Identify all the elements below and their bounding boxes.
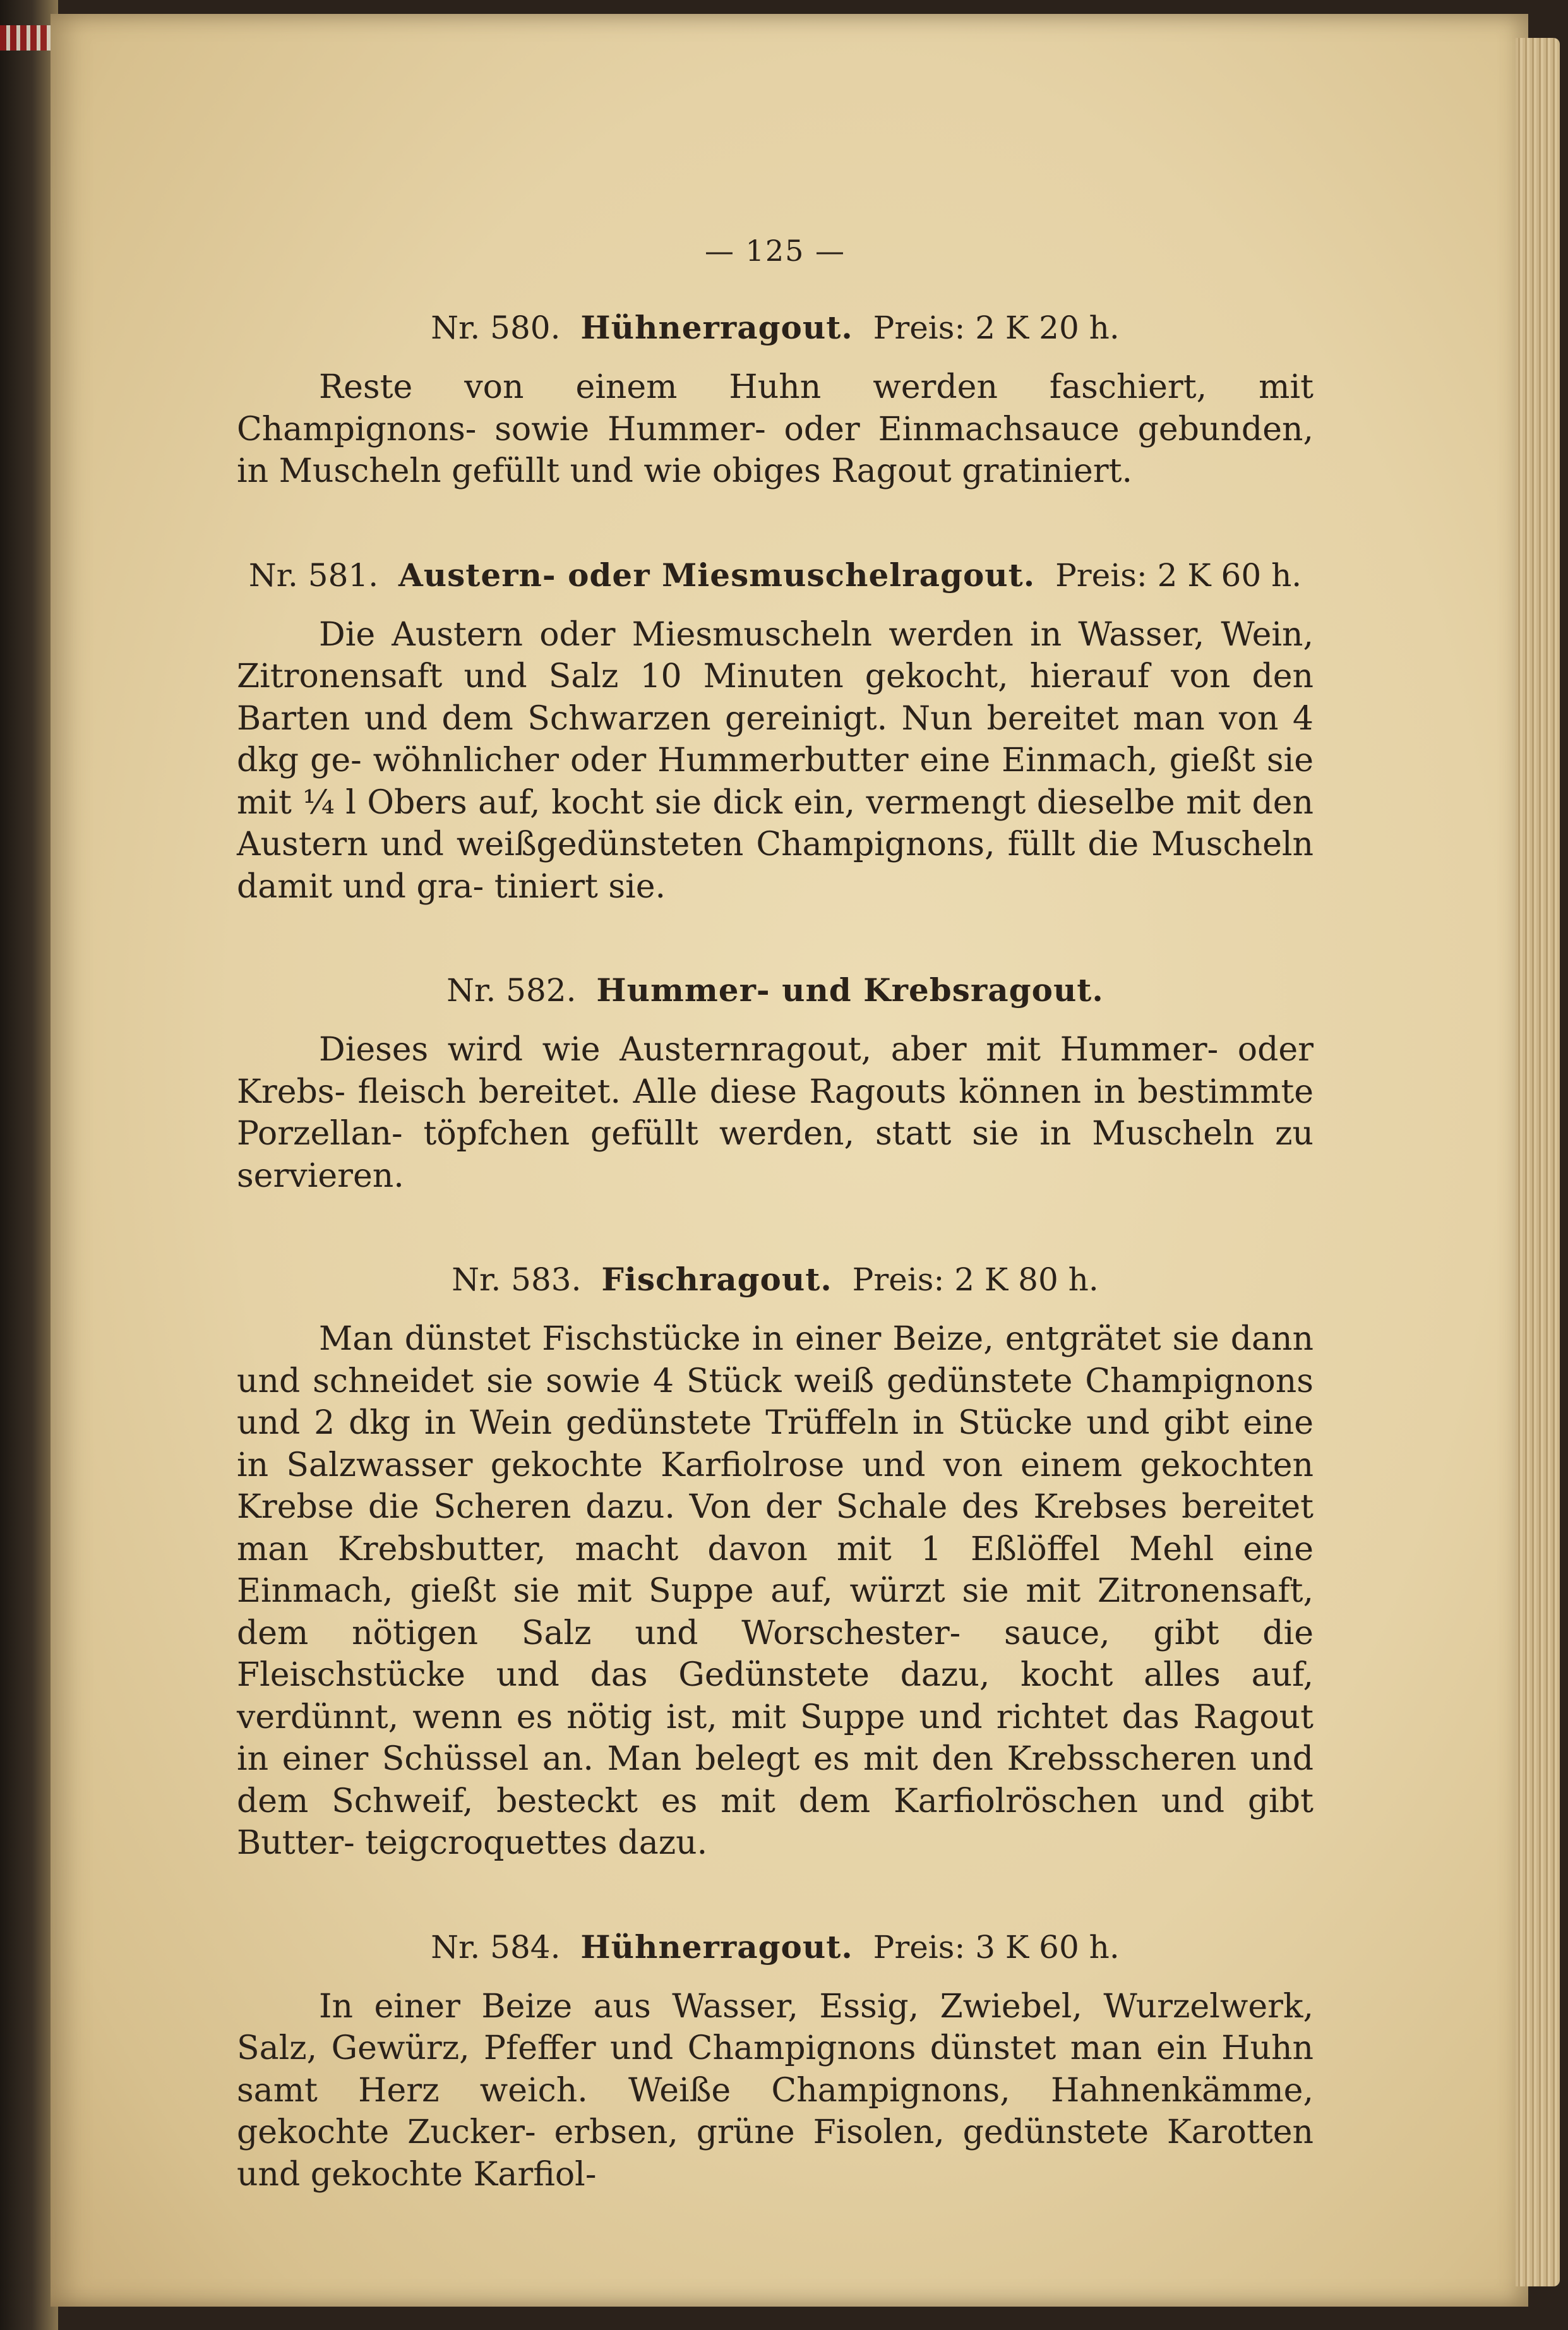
recipe-number: Nr. 581.: [248, 556, 379, 594]
recipe-text: Dieses wird wie Austernragout, aber mit Hummer- oder Krebs- fleisch bereitet. Alle diese Ragouts können in bestimmte Porzellan- töpfchen gefüllt werden, statt sie in Muscheln zu servieren.: [237, 1031, 1314, 1195]
page-edge-stack: [1516, 38, 1560, 2286]
recipe-heading: [237, 1925, 1314, 1969]
recipe-heading: [237, 306, 1314, 350]
recipe-title: Fischragout.: [601, 1261, 832, 1298]
recipe-heading: [237, 968, 1314, 1012]
recipe-title: Hühnerragout.: [580, 1928, 853, 1966]
page-number: — 125 —: [704, 234, 846, 268]
recipe-heading: [237, 553, 1314, 598]
recipe-price: Preis: 3 K 60 h.: [873, 1928, 1120, 1966]
recipe-heading: [237, 1258, 1314, 1302]
recipe-entry-580: [237, 306, 1314, 493]
page-text-block: [237, 215, 1314, 2256]
recipe-entry-581: [237, 553, 1314, 908]
recipe-number: Nr. 580.: [431, 309, 561, 346]
recipe-number: Nr. 583.: [452, 1261, 582, 1298]
recipe-title: Austern- oder Miesmuschelragout.: [398, 556, 1036, 594]
recipe-entry-583: [237, 1258, 1314, 1865]
scan-background: [0, 0, 58, 2330]
recipe-price: Preis: 2 K 80 h.: [852, 1261, 1099, 1298]
recipe-entry-582: [237, 968, 1314, 1197]
recipe-text: Man dünstet Fischstücke in einer Beize, entgrätet sie dann und schneidet sie sowie 4 Stück weiß gedünstete Champignons und 2 dkg in Wein gedünstete Trüffeln in Stücke und gibt eine in Salzwasser gekochte Karfiolrose und von einem gekochten Krebse die Scheren dazu. Von der Schale des Krebses bereitet man Krebsbutter, macht davon mit 1 Eßlöffel Mehl eine Einmach, gießt sie mit Suppe auf, würzt sie mit Zitronensaft, dem nötigen Salz und Worschester- sauce, gibt die Fleischstücke und das Gedünstete dazu, kocht alles auf, verdünnt, wenn es nötig ist, mit Suppe und richtet das Ragout in einer Schüssel an. Man belegt es mit den Krebsscheren und dem Schweif, besteckt es mit dem Karfiolröschen und gibt Butter- teigcroquettes dazu.: [237, 1320, 1314, 1862]
recipe-price: Preis: 2 K 20 h.: [873, 309, 1120, 346]
recipe-entry-584: [237, 1925, 1314, 2196]
recipe-price: Preis: 2 K 60 h.: [1055, 556, 1302, 594]
recipe-text: In einer Beize aus Wasser, Essig, Zwiebel, Wurzelwerk, Salz, Gewürz, Pfeffer und Champignons dünstet man ein Huhn samt Herz weich. Weiße Champignons, Hahnenkämme, gekochte Zucker- erbsen, grüne Fisolen, gedünstete Karotten und gekochte Karfiol-: [237, 1987, 1314, 2194]
recipe-number: Nr. 582.: [446, 972, 577, 1009]
recipe-title: Hummer- und Krebsragout.: [596, 971, 1104, 1009]
recipe-text: Die Austern oder Miesmuscheln werden in Wasser, Wein, Zitronensaft und Salz 10 Minuten gekocht, hierauf von den Barten und dem Schwarzen gereinigt. Nun bereitet man von 4 dkg ge- wöhnlicher oder Hummerbutter eine Einmach, gießt sie mit ¼ l Obers auf, kocht sie dick ein, vermengt dieselbe mit den Austern und weißgedünsteten Champignons, füllt die Muscheln damit und gra- tiniert sie.: [237, 615, 1314, 906]
recipe-title: Hühnerragout.: [580, 309, 853, 346]
recipe-text: Reste von einem Huhn werden faschiert, mit Champignons- sowie Hummer- oder Einmachsauce gebunden, in Muscheln gefüllt und wie obiges Ragout gratiniert.: [237, 368, 1314, 490]
recipe-number: Nr. 584.: [431, 1928, 561, 1966]
